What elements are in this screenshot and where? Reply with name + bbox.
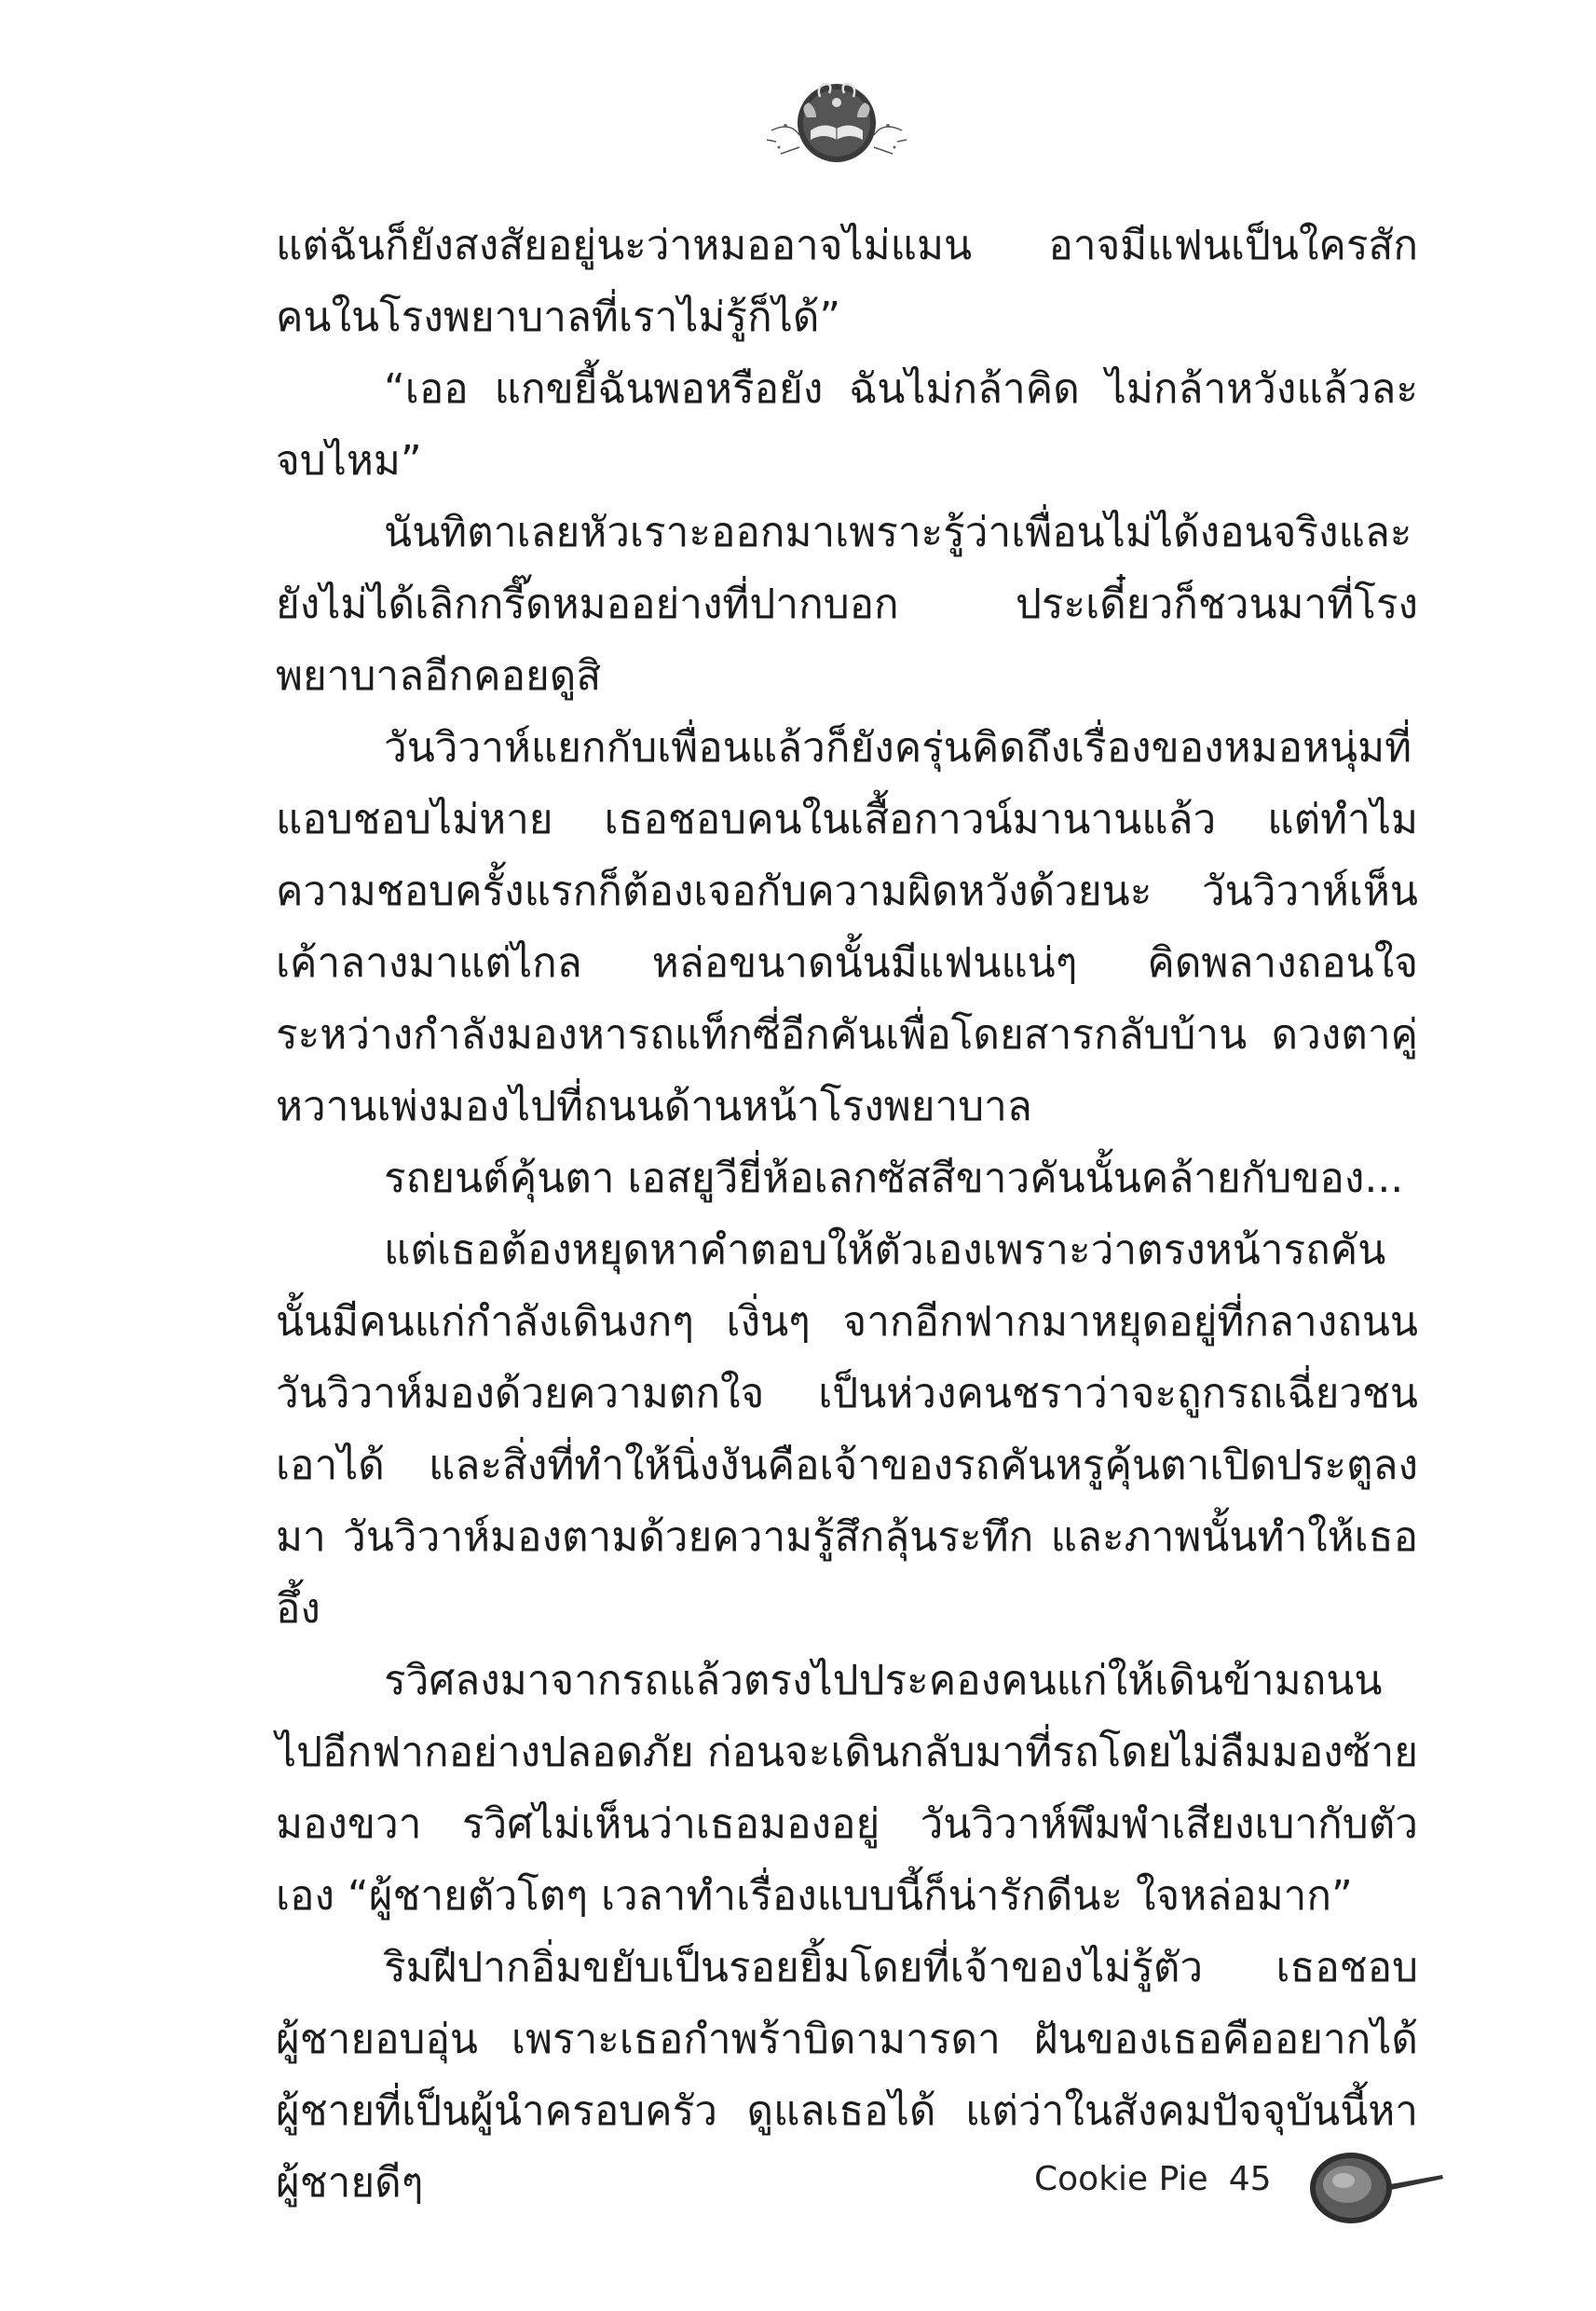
frying-pan-icon [1304, 2143, 1444, 2227]
paragraph: “เออ แกขยี้ฉันพอหรือยัง ฉันไม่กล้าคิด ไม่กล้าหวังแล้วละ จบไหม” [276, 365, 1418, 485]
page-number: 45 [1228, 2160, 1272, 2198]
footer-label [1034, 2160, 1272, 2198]
body-text [276, 210, 1418, 2219]
paragraph: รถยนต์คุ้นตา เอสยูวียี่ห้อเลกซัสสีขาวคันนั้นคล้ายกับของ... [384, 1155, 1404, 1202]
page-footer [1025, 2134, 1444, 2236]
paragraph: วันวิวาห์แยกกับเพื่อนแล้วก็ยังครุ่นคิดถึงเรื่องของหมอหนุ่มที่แอบชอบไม่หาย เธอชอบคนในเสื้อกาวน์มานานแล้ว แต่ทำไมความชอบครั้งแรกก็ต้องเจอกับความผิดหวังด้วยนะ วันวิวาห์เห็นเค้าลางมาแต่ไกล หล่อขนาดนั้นมีแฟนแน่ๆ คิดพลางถอนใจระหว่างกำลังมองหารถแท็กซี่อีกคันเพื่อโดยสารกลับบ้าน ดวงตาคู่หวานเพ่งมองไปที่ถนนด้านหน้าโรงพยาบาล [276, 724, 1418, 1130]
book-emblem-icon [762, 65, 911, 177]
paragraph: รวิศลงมาจากรถแล้วตรงไปประคองคนแก่ให้เดินข้ามถนนไปอีกฟากอย่างปลอดภัย ก่อนจะเดินกลับมาที่รถโดยไม่ลืมมองซ้ายมองขวา รวิศไม่เห็นว่าเธอมองอยู่ วันวิวาห์พึมพำเสียงเบากับตัวเอง “ผู้ชายตัวโตๆ เวลาทำเรื่องแบบนี้ก็น่ารักดีนะ ใจหล่อมาก” [276, 1657, 1418, 1920]
paragraph: แต่เธอต้องหยุดหาคำตอบให้ตัวเองเพราะว่าตรงหน้ารถคันนั้นมีคนแก่กำลังเดินงกๆ เงิ่นๆ จากอีกฟากมาหยุดอยู่ที่กลางถนน วันวิวาห์มองด้วยความตกใจ เป็นห่วงคนชราว่าจะถูกรถเฉี่ยวชนเอาได้ และสิ่งที่ทำให้นิ่งงันคือเจ้าของรถคันหรูคุ้นตาเปิดประตูลงมา วันวิวาห์มองตามด้วยความรู้สึกลุ้นระทึก และภาพนั้นทำให้เธออึ้ง [276, 1226, 1418, 1633]
paragraph: แต่ฉันก็ยังสงสัยอยู่นะว่าหมออาจไม่แมน อาจมีแฟนเป็นใครสักคนในโรงพยาบาลที่เราไม่รู้ก็ได้” [276, 222, 1418, 341]
paragraph: ริมฝีปากอิ่มขยับเป็นรอยยิ้มโดยที่เจ้าของไม่รู้ตัว เธอชอบผู้ชายอบอุ่น เพราะเธอกำพร้าบิดามารดา ฝันของเธอคืออยากได้ผู้ชายที่เป็นผู้นำครอบครัว ดูแลเธอได้ แต่ว่าในสังคมปัจจุบันนี้หาผู้ชายดีๆ [276, 1944, 1418, 2207]
book-title: Cookie Pie [1034, 2160, 1208, 2198]
paragraph: นันทิตาเลยหัวเราะออกมาเพราะรู้ว่าเพื่อนไม่ได้งอนจริงและยังไม่ได้เลิกกรี๊ดหมออย่างที่ปากบอก ประเดี๋ยวก็ชวนมาที่โรงพยาบาลอีกคอยดูสิ [276, 509, 1418, 700]
